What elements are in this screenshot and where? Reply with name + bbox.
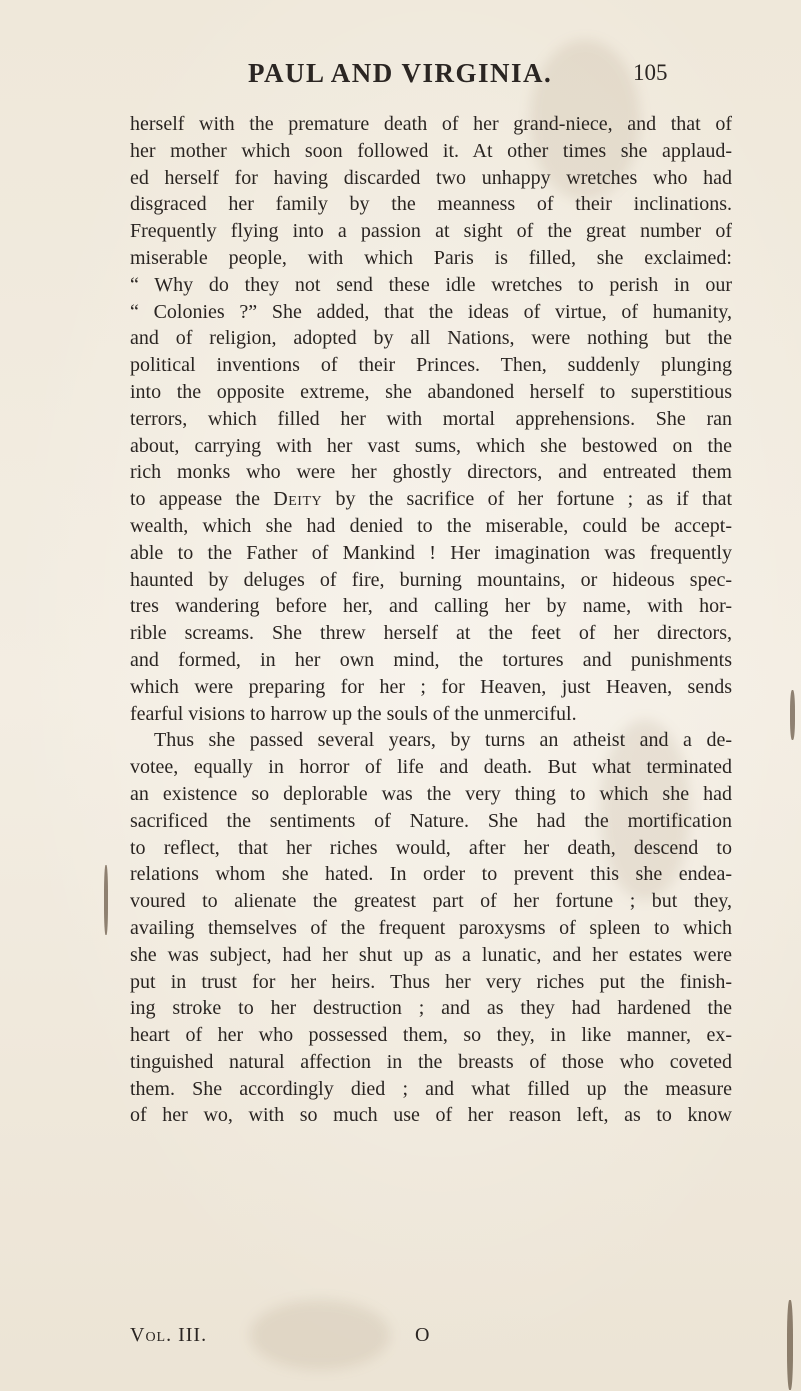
text-line: them. She accordingly died ; and what filled up the measure [130,1077,732,1100]
text-line: which were preparing for her ; for Heaven, just Heaven, sends [130,675,732,698]
text-line: ed herself for having discarded two unhappy wretches who had [130,166,732,189]
body-text [130,111,732,1129]
text-line: political inventions of their Princes. Then, suddenly plunging [130,354,732,377]
volume-signature: Vol. III. [130,1324,208,1346]
text-line-deity [130,486,732,513]
text-line: disgraced her family by the meanness of their inclinations. [130,193,732,216]
ink-smudge [790,690,795,740]
text-line: to reflect, that her riches would, after her death, descend to [130,836,732,859]
ink-smudge [104,865,108,935]
text-line: her mother which soon followed it. At other times she applaud- [130,139,732,162]
text-line: wealth, which she had denied to the miserable, could be accept- [130,514,732,537]
page-footer [130,1324,732,1352]
text-line: and of religion, adopted by all Nations, were nothing but the [130,327,732,350]
text-line: Frequently flying into a passion at sight of the great number of [130,220,732,243]
text-line: heart of her who possessed them, so they, in like manner, ex- [130,1024,732,1047]
text-line: votee, equally in horror of life and death. But what terminated [130,756,732,779]
text-line: rich monks who were her ghostly directors, and entreated them [130,461,732,484]
ink-smudge [787,1300,793,1390]
page-number: 105 [633,60,668,85]
text-line: an existence so deplorable was the very thing to which she had [130,782,732,805]
text-line: voured to alienate the greatest part of her fortune ; but they, [130,890,732,913]
text-line: availing themselves of the frequent paroxysms of spleen to which [130,916,732,939]
paragraph-1 [130,111,732,727]
gathering-signature: O [415,1324,430,1346]
text-line: sacrificed the sentiments of Nature. She had the mortification [130,809,732,832]
text-line: put in trust for her heirs. Thus her very riches put the finish- [130,970,732,993]
text-line: she was subject, had her shut up as a lunatic, and her estates were [130,943,732,966]
text-line: herself with the premature death of her grand-niece, and that of [130,113,732,135]
deity-word: Deity [273,488,323,511]
text-line: “ Colonies ?” She added, that the ideas of virtue, of humanity, [130,300,732,323]
text-line: tinguished natural affection in the breasts of those who coveted [130,1050,732,1073]
text-line: ing stroke to her destruction ; and as they had hardened the [130,997,732,1020]
page-header [0,58,801,98]
text-line: into the opposite extreme, she abandoned herself to superstitious [130,380,732,403]
text-fragment: by the sacrifice of her fortune ; as if that [322,488,732,511]
text-fragment: to appease the [130,488,274,511]
text-line: Thus she passed several years, by turns an atheist and a de- [154,729,732,752]
text-line: able to the Father of Mankind ! Her imagination was frequently [130,541,732,564]
text-line: about, carrying with her vast sums, which she bestowed on the [130,434,732,457]
text-line: miserable people, with which Paris is filled, she exclaimed: [130,246,732,269]
text-line: relations whom she hated. In order to prevent this she endea- [130,863,732,886]
text-line: terrors, which filled her with mortal apprehensions. She ran [130,407,732,430]
running-title: PAUL AND VIRGINIA. [248,58,553,88]
text-line: tres wandering before her, and calling her by name, with hor- [130,595,732,618]
text-line: and formed, in her own mind, the tortures and punishments [130,648,732,671]
text-line: “ Why do they not send these idle wretches to perish in our [130,273,732,296]
paragraph-2 [130,727,732,1129]
text-line: fearful visions to harrow up the souls of the unmerciful. [130,702,577,725]
text-line: haunted by deluges of fire, burning mountains, or hideous spec- [130,568,732,591]
text-line: rible screams. She threw herself at the feet of her directors, [130,622,732,645]
text-line: of her wo, with so much use of her reason left, as to know [130,1104,732,1127]
